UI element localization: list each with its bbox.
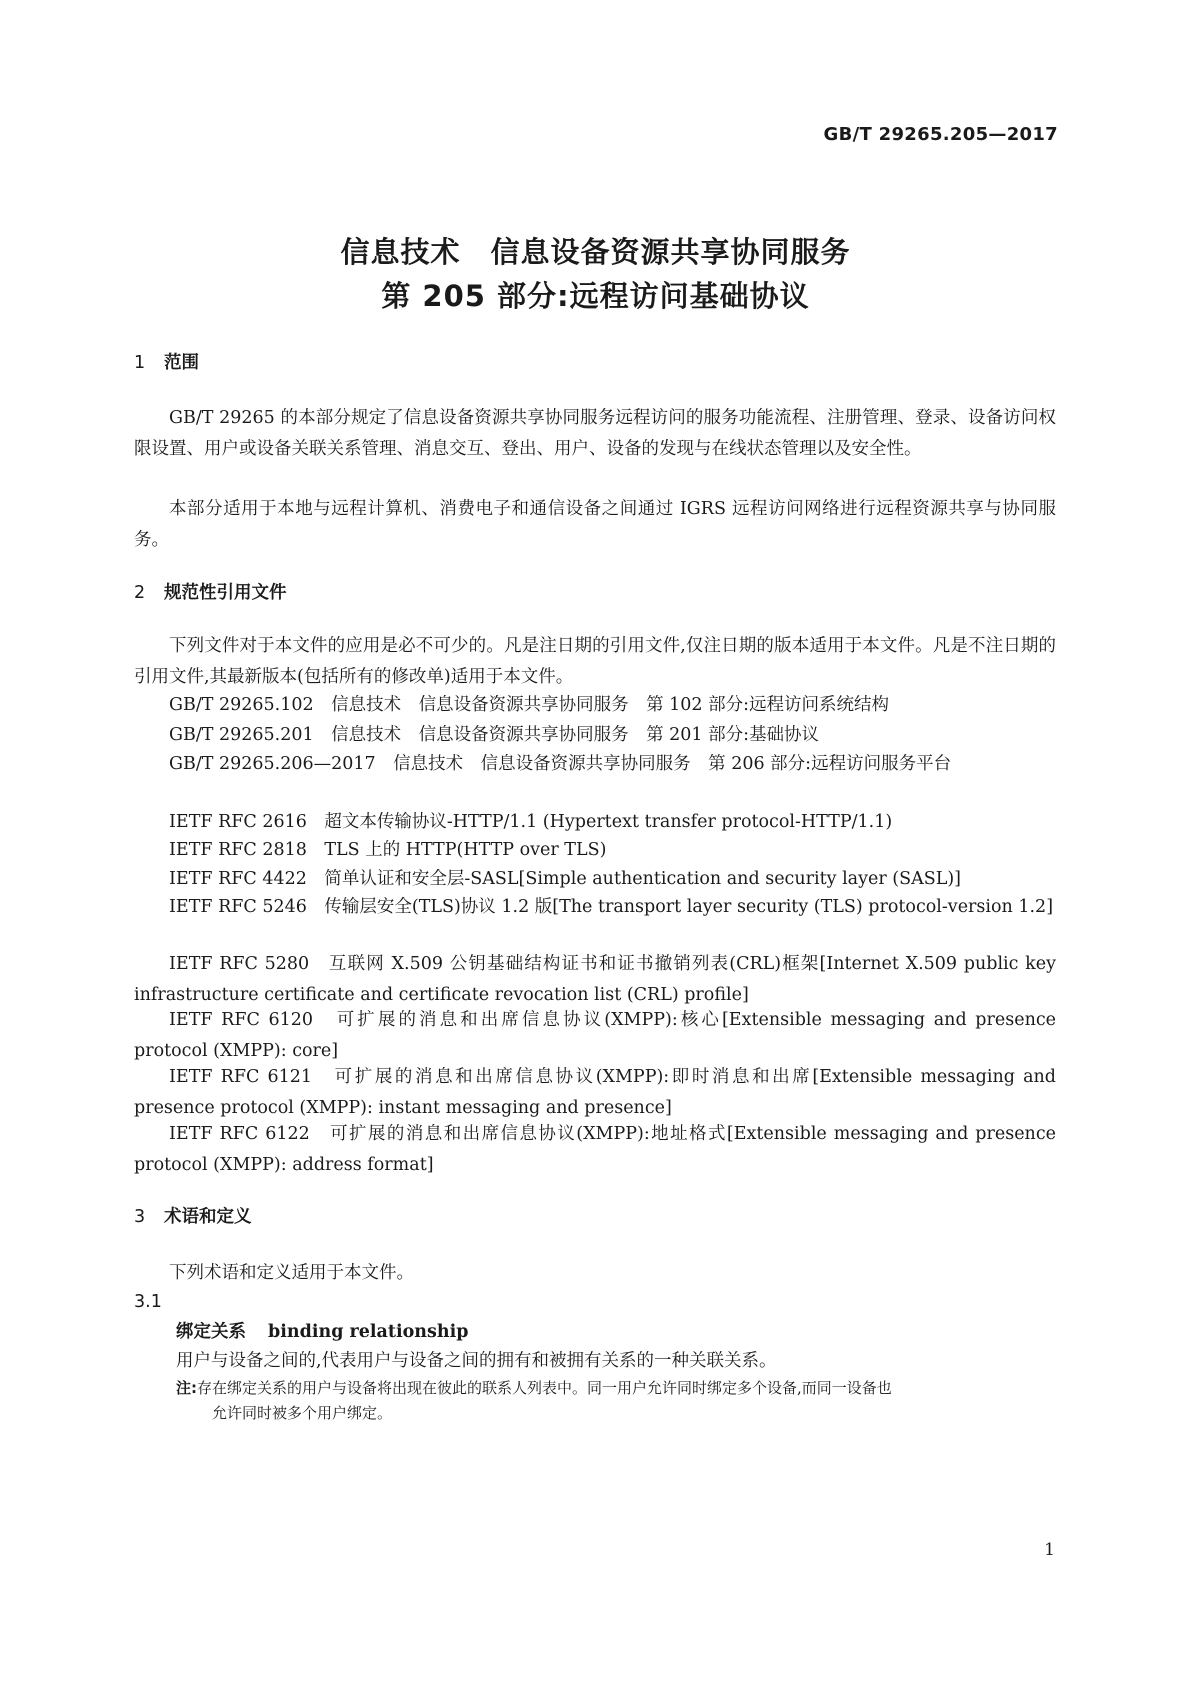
term-chinese: 绑定关系 <box>176 1322 246 1342</box>
page-number: 1 <box>1044 1540 1055 1560</box>
section-1-heading <box>134 349 199 374</box>
scope-paragraph-1: GB/T 29265 的本部分规定了信息设备资源共享协同服务远程访问的服务功能流程、注册管理、登录、设备访问权限设置、用户或设备关联关系管理、消息交互、登出、用户、设备的发现与在线状态管理以及安全性。 <box>134 408 1056 459</box>
section-3-heading <box>134 1203 252 1228</box>
reference-item: IETF RFC 5246 传输层安全(TLS)协议 1.2 版[The transport layer security (TLS) protocol-version 1.2] <box>169 897 1054 917</box>
section-number: 2 <box>134 583 146 603</box>
references-intro: 下列文件对于本文件的应用是必不可少的。凡是注日期的引用文件,仅注日期的版本适用于本文件。凡是不注日期的引用文件,其最新版本(包括所有的修改单)适用于本文件。 <box>134 636 1056 687</box>
reference-item: IETF RFC 5280 互联网 X.509 公钥基础结构证书和证书撤销列表(CRL)框架[Internet X.509 public key infrastructure certificate and certificate revocation list (CRL) profile] <box>134 954 1056 1005</box>
reference-item: GB/T 29265.102 信息技术 信息设备资源共享协同服务 第 102 部分:远程访问系统结构 <box>169 695 890 715</box>
section-title: 规范性引用文件 <box>164 583 287 603</box>
scope-paragraph-2: 本部分适用于本地与远程计算机、消费电子和通信设备之间通过 IGRS 远程访问网络进行远程资源共享与协同服务。 <box>134 499 1056 550</box>
standard-code: GB/T 29265.205—2017 <box>823 124 1058 145</box>
section-2-heading <box>134 579 287 604</box>
reference-item: GB/T 29265.201 信息技术 信息设备资源共享协同服务 第 201 部分:基础协议 <box>169 725 820 745</box>
term-english: binding relationship <box>268 1322 469 1342</box>
note-label: 注: <box>176 1379 197 1397</box>
section-title: 术语和定义 <box>164 1207 252 1227</box>
term-heading <box>176 1318 468 1343</box>
reference-item: IETF RFC 2616 超文本传输协议-HTTP/1.1 (Hypertext transfer protocol-HTTP/1.1) <box>169 812 893 832</box>
document-title-line1: 信息技术 信息设备资源共享协同服务 <box>340 235 851 269</box>
reference-item: IETF RFC 2818 TLS 上的 HTTP(HTTP over TLS) <box>169 840 607 860</box>
term-note <box>176 1376 1058 1426</box>
document-title-line2: 第 205 部分:远程访问基础协议 <box>381 279 810 313</box>
terms-intro: 下列术语和定义适用于本文件。 <box>169 1263 414 1283</box>
reference-item: IETF RFC 6121 可扩展的消息和出席信息协议(XMPP):即时消息和出席[Extensible messaging and presence protocol (XMPP): instant messaging and presence] <box>134 1067 1056 1118</box>
reference-item: IETF RFC 6120 可扩展的消息和出席信息协议(XMPP):核心[Extensible messaging and presence protocol (XMPP): core] <box>134 1010 1056 1061</box>
section-title: 范围 <box>164 353 199 373</box>
reference-item: GB/T 29265.206—2017 信息技术 信息设备资源共享协同服务 第 206 部分:远程访问服务平台 <box>169 754 952 774</box>
note-line-2: 允许同时被多个用户绑定。 <box>212 1404 393 1422</box>
term-number: 3.1 <box>134 1292 162 1312</box>
note-line-1 <box>176 1376 1058 1401</box>
section-number: 1 <box>134 353 146 373</box>
term-definition: 用户与设备之间的,代表用户与设备之间的拥有和被拥有关系的一种关联关系。 <box>176 1351 777 1371</box>
reference-item: IETF RFC 4422 简单认证和安全层-SASL[Simple authentication and security layer (SASL)] <box>169 869 961 889</box>
section-number: 3 <box>134 1207 146 1227</box>
note-text-1: 存在绑定关系的用户与设备将出现在彼此的联系人列表中。同一用户允许同时绑定多个设备,而同一设备也 <box>197 1379 892 1397</box>
reference-item: IETF RFC 6122 可扩展的消息和出席信息协议(XMPP):地址格式[Extensible messaging and presence protocol (XMPP): address format] <box>134 1124 1056 1175</box>
